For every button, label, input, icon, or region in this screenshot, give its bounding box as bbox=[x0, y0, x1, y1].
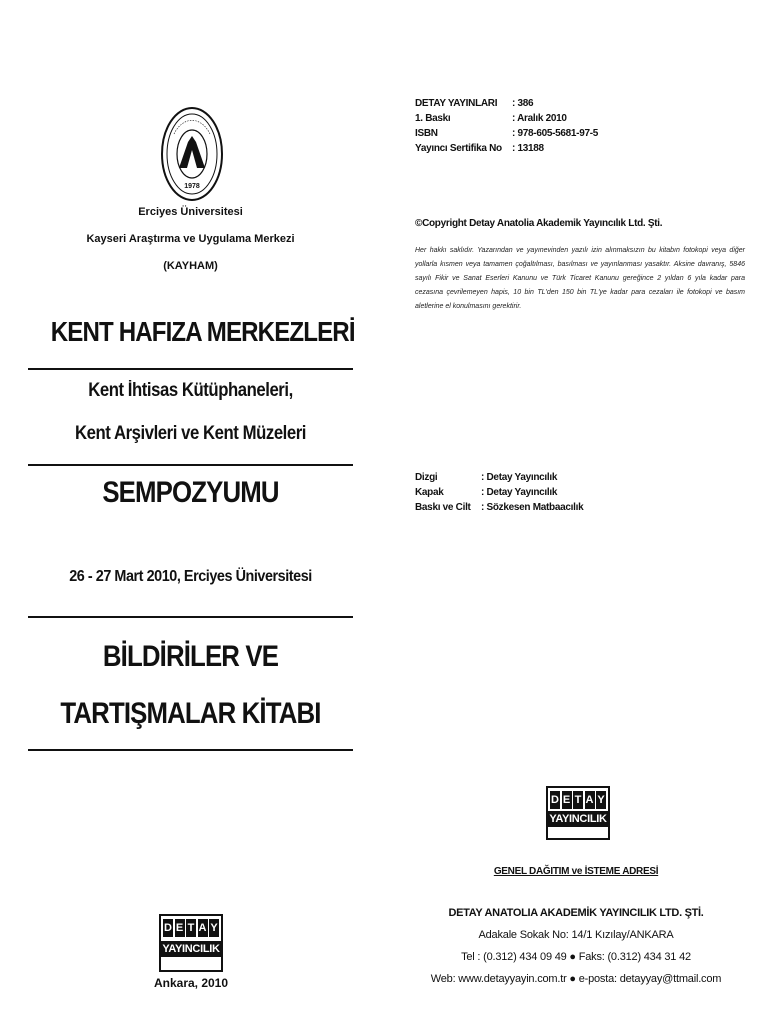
divider bbox=[28, 368, 353, 370]
university-seal-icon bbox=[160, 106, 224, 202]
meta-value: : 978-605-5681-97-5 bbox=[512, 128, 599, 139]
meta-value: : 386 bbox=[512, 98, 534, 109]
institution-name: Erciyes Üniversitesi bbox=[138, 206, 243, 218]
main-title: KENT HAFIZA MERKEZLERİ bbox=[50, 316, 355, 347]
logo-letter: A bbox=[585, 791, 595, 809]
publication-meta bbox=[415, 96, 598, 156]
credit-value: : Sözkesen Matbaacılık bbox=[481, 502, 584, 513]
publisher-address: Adakale Sokak No: 14/1 Kızılay/ANKARA bbox=[478, 929, 674, 941]
seal-year: 1978 bbox=[184, 183, 200, 190]
subtitle-line-1: Kent İhtisas Kütüphaneleri, bbox=[88, 380, 293, 401]
publisher-name: DETAY ANATOLIA AKADEMİK YAYINCILIK LTD. ŞTİ. bbox=[448, 907, 704, 919]
event-date: 26 - 27 Mart 2010, Erciyes Üniversitesi bbox=[69, 568, 312, 585]
logo-letter: E bbox=[175, 919, 185, 937]
publisher-phone: Tel : (0.312) 434 09 49 ● Faks: (0.312) 434 31 42 bbox=[461, 951, 691, 963]
logo-letter: D bbox=[163, 919, 173, 937]
subtitle-line-2: Kent Arşivleri ve Kent Müzeleri bbox=[74, 423, 307, 444]
credit-row bbox=[415, 485, 583, 500]
event-title: SEMPOZYUMU bbox=[102, 476, 279, 509]
credit-key: Baskı ve Cilt bbox=[415, 502, 471, 513]
credit-value: : Detay Yayıncılık bbox=[481, 472, 558, 483]
publisher-logo bbox=[546, 786, 610, 840]
book-title-line-1: BİLDİRİLER VE bbox=[102, 640, 279, 673]
copyright-notice: ©Copyright Detay Anatolia Akademik Yayıncılık Ltd. Şti. bbox=[415, 218, 663, 229]
meta-key: 1. Baskı bbox=[415, 113, 451, 124]
meta-key: ISBN bbox=[415, 128, 438, 139]
legal-notice: Her hakkı saklıdır. Yazarından ve yayınevinden yazılı izin alınmaksızın bu kitabın fotokopi veya diğer yollarla kısmen veya tamamen çoğaltılması, basılması ve yayınlanması yasaktır. Aksine davranış, 5846 sayılı Fikir ve Sanat Eserleri Kanunu ve Türk Ticaret Kanunu gereğince 2 yıldan 6 yıla kadar para cezasına çevrilemeyen hapis, 10 bin TL'den 150 bin TL'ye kadar para cezaları ile fotokopi ve basım aletlerine el konulmasını gerektirir. bbox=[415, 247, 745, 310]
logo-letter: Y bbox=[596, 791, 606, 809]
logo-letter: A bbox=[198, 919, 208, 937]
distribution-heading: GENEL DAĞITIM ve İSTEME ADRESİ bbox=[493, 866, 659, 877]
production-credits bbox=[415, 470, 583, 515]
divider bbox=[28, 616, 353, 618]
credit-row bbox=[415, 500, 583, 515]
publication-city: Ankara, 2010 bbox=[153, 976, 229, 990]
credit-key: Dizgi bbox=[415, 472, 438, 483]
logo-letter: D bbox=[550, 791, 560, 809]
meta-key: Yayıncı Sertifika No bbox=[415, 143, 502, 154]
credit-row bbox=[415, 470, 583, 485]
meta-value: : Aralık 2010 bbox=[512, 113, 567, 124]
credit-key: Kapak bbox=[415, 487, 444, 498]
publisher-web: Web: www.detayyayin.com.tr ● e-posta: detayyay@ttmail.com bbox=[430, 973, 722, 985]
logo-letter: T bbox=[186, 919, 196, 937]
meta-value: : 13188 bbox=[512, 143, 544, 154]
divider bbox=[28, 464, 353, 466]
credit-value: : Detay Yayıncılık bbox=[481, 487, 558, 498]
book-title-line-2: TARTIŞMALAR KİTABI bbox=[60, 697, 321, 730]
meta-row bbox=[415, 141, 598, 156]
logo-wordmark: YAYINCILIK bbox=[162, 943, 220, 955]
meta-row bbox=[415, 126, 598, 141]
logo-letter: Y bbox=[209, 919, 219, 937]
meta-key: DETAY YAYINLARI bbox=[415, 98, 498, 109]
meta-row bbox=[415, 111, 598, 126]
logo-letter: E bbox=[562, 791, 572, 809]
meta-row bbox=[415, 96, 598, 111]
publisher-logo bbox=[159, 914, 223, 972]
divider bbox=[28, 749, 353, 751]
logo-letter: T bbox=[573, 791, 583, 809]
institution-center: Kayseri Araştırma ve Uygulama Merkezi bbox=[86, 233, 295, 245]
institution-abbr: (KAYHAM) bbox=[163, 260, 218, 272]
logo-wordmark: YAYINCILIK bbox=[549, 813, 607, 825]
